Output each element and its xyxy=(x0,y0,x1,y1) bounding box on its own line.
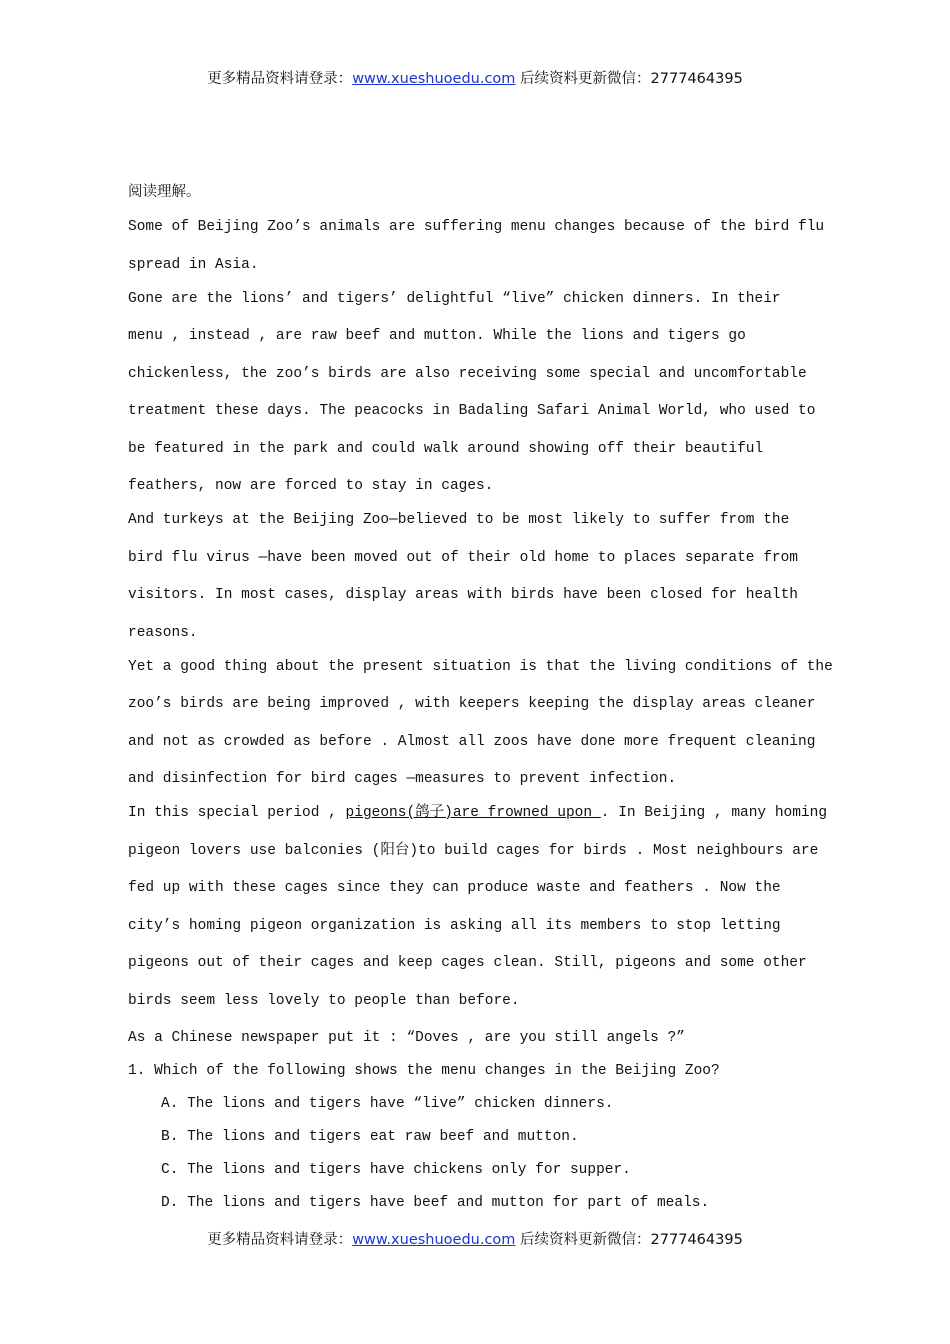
header-suffix: 后续资料更新微信：2777464395 xyxy=(515,71,743,87)
text-line: feathers, now are forced to stay in cages. xyxy=(128,478,494,494)
text-line: Gone are the lions’ and tigers’ delightful “live” chicken dinners. In their xyxy=(128,290,781,307)
underlined-phrase: pigeons(鸽子)are frowned upon xyxy=(345,805,601,821)
answer-option-c: C. The lions and tigers have chickens only for supper. xyxy=(161,1161,631,1178)
question-text: 1. Which of the following shows the menu changes in the Beijing Zoo? xyxy=(128,1062,720,1079)
answer-option-a: A. The lions and tigers have “live” chicken dinners. xyxy=(161,1095,614,1112)
text-line xyxy=(128,800,828,838)
text-line: treatment these days. The peacocks in Badaling Safari Animal World, who used to xyxy=(128,403,816,419)
text-line: Some of Beijing Zoo’s animals are suffering menu changes because of the bird flu xyxy=(128,219,825,235)
text-segment: . In Beijing , many homing xyxy=(600,805,828,821)
reading-content xyxy=(128,180,833,1220)
text-line: zoo’s birds are being improved , with keepers keeping the display areas cleaner xyxy=(128,696,816,712)
footer-banner xyxy=(0,1228,950,1249)
passage-paragraph-4 xyxy=(128,654,833,793)
passage-paragraph-5 xyxy=(128,800,828,1014)
text-line: chickenless, the zoo’s birds are also receiving some special and uncomfortable xyxy=(128,365,807,382)
closing-line: As a Chinese newspaper put it : “Doves , are you still angels ?” xyxy=(128,1029,685,1046)
answer-option-b: B. The lions and tigers eat raw beef and mutton. xyxy=(161,1128,579,1145)
footer-website-link[interactable]: www.xueshuoedu.com xyxy=(352,1232,516,1248)
header-prefix: 更多精品资料请登录： xyxy=(207,71,353,87)
text-line: bird flu virus —have been moved out of their old home to places separate from xyxy=(128,549,799,566)
passage-paragraph-1 xyxy=(128,214,828,278)
text-line: And turkeys at the Beijing Zoo—believed to be most likely to suffer from the xyxy=(128,512,790,528)
passage-paragraph-2 xyxy=(128,286,828,500)
text-line: Yet a good thing about the present situation is that the living conditions of the xyxy=(128,658,833,675)
footer-prefix: 更多精品资料请登录： xyxy=(207,1232,353,1248)
text-line: spread in Asia. xyxy=(128,256,259,273)
passage-paragraph-3 xyxy=(128,507,828,646)
text-line: menu , instead , are raw beef and mutton. While the lions and tigers go xyxy=(128,328,746,344)
section-heading: 阅读理解。 xyxy=(128,184,201,200)
text-line: visitors. In most cases, display areas with birds have been closed for health xyxy=(128,587,799,603)
text-line: reasons. xyxy=(128,624,198,641)
text-line: and not as crowded as before . Almost all zoos have done more frequent cleaning xyxy=(128,733,816,750)
text-line: fed up with these cages since they can produce waste and feathers . Now the xyxy=(128,880,781,896)
header-website-link[interactable]: www.xueshuoedu.com xyxy=(352,71,516,87)
answer-option-d: D. The lions and tigers have beef and mutton for part of meals. xyxy=(161,1194,710,1211)
text-line: be featured in the park and could walk around showing off their beautiful xyxy=(128,440,764,457)
text-line: and disinfection for bird cages —measures to prevent infection. xyxy=(128,771,677,787)
footer-suffix: 后续资料更新微信：2777464395 xyxy=(515,1232,743,1248)
header-banner xyxy=(0,67,950,88)
text-line: birds seem less lovely to people than before. xyxy=(128,992,520,1009)
text-line: pigeons out of their cages and keep cages clean. Still, pigeons and some other xyxy=(128,955,807,971)
text-segment: In this special period , xyxy=(128,805,346,821)
text-line: pigeon lovers use balconies (阳台)to build cages for birds . Most neighbours are xyxy=(128,842,819,859)
text-line: city’s homing pigeon organization is asking all its members to stop letting xyxy=(128,917,781,934)
